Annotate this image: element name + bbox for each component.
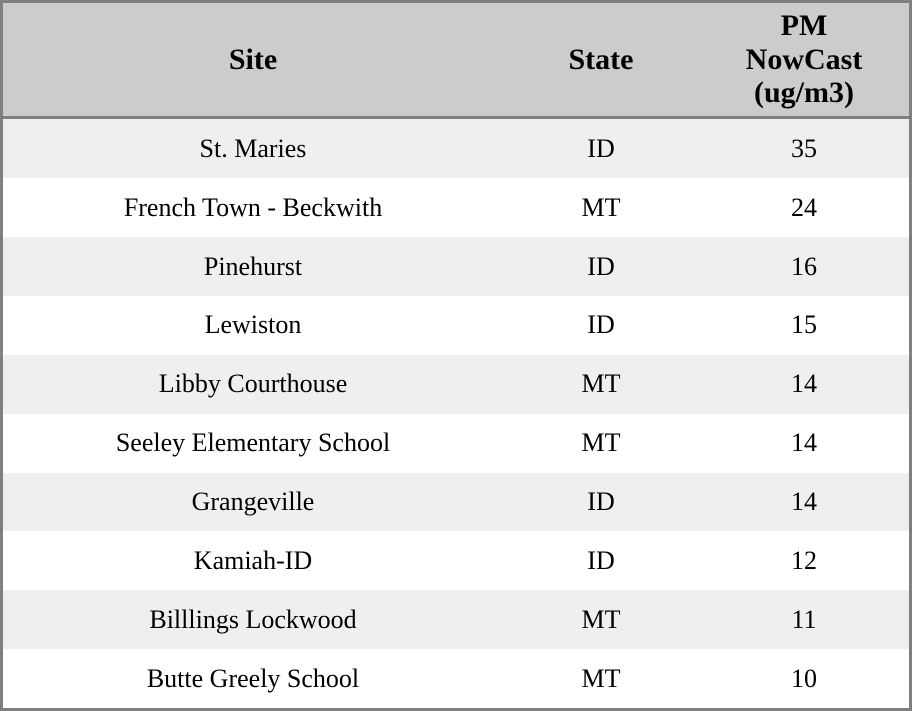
cell-site: Grangeville bbox=[3, 473, 503, 532]
cell-state: ID bbox=[503, 473, 699, 532]
cell-state: ID bbox=[503, 117, 699, 178]
cell-site: St. Maries bbox=[3, 117, 503, 178]
table-body bbox=[3, 117, 909, 708]
cell-site: Kamiah-ID bbox=[3, 531, 503, 590]
cell-pm-nowcast: 14 bbox=[699, 414, 909, 473]
column-header-pm-nowcast-line3: (ug/m3) bbox=[754, 76, 854, 110]
cell-state: MT bbox=[503, 178, 699, 237]
table-row bbox=[3, 414, 909, 473]
table-row bbox=[3, 649, 909, 708]
cell-state: ID bbox=[503, 237, 699, 296]
cell-site: Pinehurst bbox=[3, 237, 503, 296]
cell-site: Billlings Lockwood bbox=[3, 590, 503, 649]
cell-pm-nowcast: 24 bbox=[699, 178, 909, 237]
cell-site: Seeley Elementary School bbox=[3, 414, 503, 473]
cell-state: ID bbox=[503, 531, 699, 590]
pm-nowcast-table bbox=[3, 3, 909, 708]
cell-pm-nowcast: 35 bbox=[699, 117, 909, 178]
cell-state: MT bbox=[503, 355, 699, 414]
table-row bbox=[3, 178, 909, 237]
cell-pm-nowcast: 11 bbox=[699, 590, 909, 649]
cell-state: ID bbox=[503, 296, 699, 355]
table-header-row bbox=[3, 3, 909, 117]
table-row bbox=[3, 590, 909, 649]
cell-pm-nowcast: 10 bbox=[699, 649, 909, 708]
cell-pm-nowcast: 12 bbox=[699, 531, 909, 590]
table-row bbox=[3, 473, 909, 532]
column-header-pm-nowcast bbox=[699, 3, 909, 117]
column-header-pm-nowcast-line2: NowCast bbox=[745, 42, 863, 76]
table-header bbox=[3, 3, 909, 117]
cell-site: Lewiston bbox=[3, 296, 503, 355]
cell-state: MT bbox=[503, 590, 699, 649]
cell-pm-nowcast: 14 bbox=[699, 473, 909, 532]
cell-site: Libby Courthouse bbox=[3, 355, 503, 414]
table-row bbox=[3, 531, 909, 590]
column-header-state: State bbox=[503, 3, 699, 117]
table-row bbox=[3, 355, 909, 414]
table-row bbox=[3, 117, 909, 178]
cell-state: MT bbox=[503, 414, 699, 473]
column-header-site: Site bbox=[3, 3, 503, 117]
cell-pm-nowcast: 14 bbox=[699, 355, 909, 414]
cell-pm-nowcast: 15 bbox=[699, 296, 909, 355]
cell-pm-nowcast: 16 bbox=[699, 237, 909, 296]
cell-site: Butte Greely School bbox=[3, 649, 503, 708]
cell-state: MT bbox=[503, 649, 699, 708]
column-header-pm-nowcast-line1: PM bbox=[780, 9, 828, 42]
table-row bbox=[3, 237, 909, 296]
table-row bbox=[3, 296, 909, 355]
cell-site: French Town - Beckwith bbox=[3, 178, 503, 237]
